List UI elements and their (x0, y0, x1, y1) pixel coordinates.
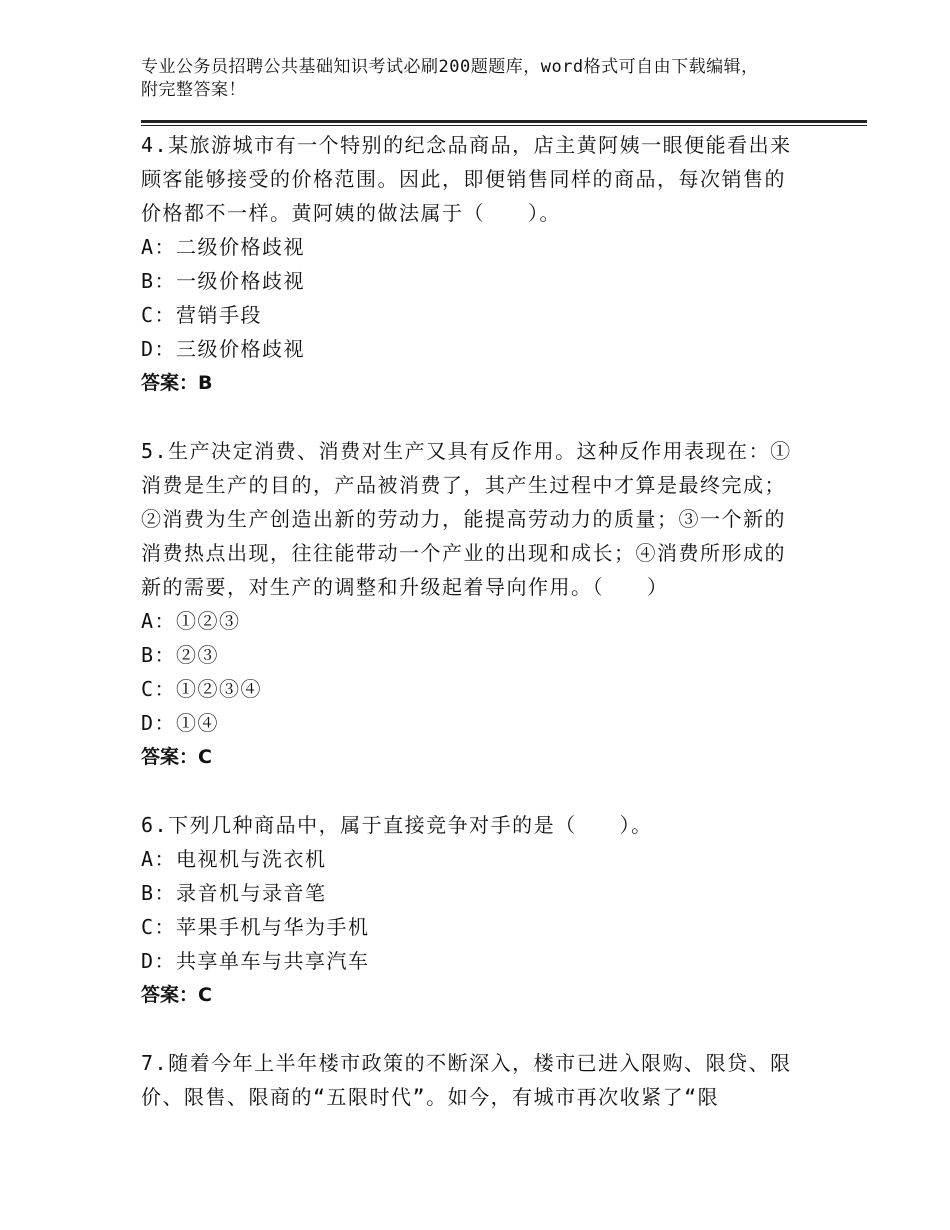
option-c: C：苹果手机与华为手机 (141, 915, 370, 939)
header-rule-thick (141, 120, 867, 123)
page-header (141, 56, 841, 102)
question-spacer (141, 1012, 867, 1046)
option-b: B：录音机与录音笔 (141, 881, 327, 905)
header-rule-thin (141, 125, 867, 126)
answer: 答案：C (141, 746, 212, 768)
option-a: A：①②③ (141, 609, 241, 633)
option-d: D：共享单车与共享汽车 (141, 949, 370, 973)
header-line-2: 附完整答案！ (141, 80, 246, 100)
option-d: D：①④ (141, 711, 220, 735)
question-stem-line: 消费是生产的目的，产品被消费了，其产生过程中才算是最终完成； (141, 473, 786, 497)
question-stem-line: 新的需要，对生产的调整和升级起着导向作用。（ ） (141, 575, 669, 599)
option-a: A：二级价格歧视 (141, 235, 306, 259)
option-d: D：三级价格歧视 (141, 337, 306, 361)
option-b: B：一级价格歧视 (141, 269, 306, 293)
question-list (141, 128, 867, 1114)
question-7 (141, 1046, 867, 1114)
header-line-1: 专业公务员招聘公共基础知识考试必刷200题题库，word格式可自由下载编辑， (141, 57, 759, 77)
question-stem-line: 价、限售、限商的“五限时代”。如今，有城市再次收紧了“限 (141, 1085, 720, 1109)
option-b: B：②③ (141, 643, 220, 667)
question-stem-line: 6.下列几种商品中，属于直接竞争对手的是（ ）。 (141, 813, 653, 837)
question-stem-line: 5.生产决定消费、消费对生产又具有反作用。这种反作用表现在：① (141, 439, 792, 463)
question-stem-line: 价格都不一样。黄阿姨的做法属于（ ）。 (141, 201, 561, 225)
question-5 (141, 434, 867, 774)
question-stem-line: 顾客能够接受的价格范围。因此，即便销售同样的商品，每次销售的 (141, 167, 786, 191)
question-4 (141, 128, 867, 400)
question-spacer (141, 774, 867, 808)
option-a: A：电视机与洗衣机 (141, 847, 327, 871)
question-stem-line: 4.某旅游城市有一个特别的纪念品商品，店主黄阿姨一眼便能看出来 (141, 133, 792, 157)
option-c: C：①②③④ (141, 677, 263, 701)
question-stem-line: 消费热点出现，往往能带动一个产业的出现和成长；④消费所形成的 (141, 541, 786, 565)
answer: 答案：C (141, 984, 212, 1006)
option-c: C：营销手段 (141, 303, 263, 327)
answer: 答案：B (141, 372, 213, 394)
question-spacer (141, 400, 867, 434)
question-stem-line: 7.随着今年上半年楼市政策的不断深入，楼市已进入限购、限贷、限 (141, 1051, 792, 1075)
question-6 (141, 808, 867, 1012)
question-stem-line: ②消费为生产创造出新的劳动力，能提高劳动力的质量；③一个新的 (141, 507, 786, 531)
